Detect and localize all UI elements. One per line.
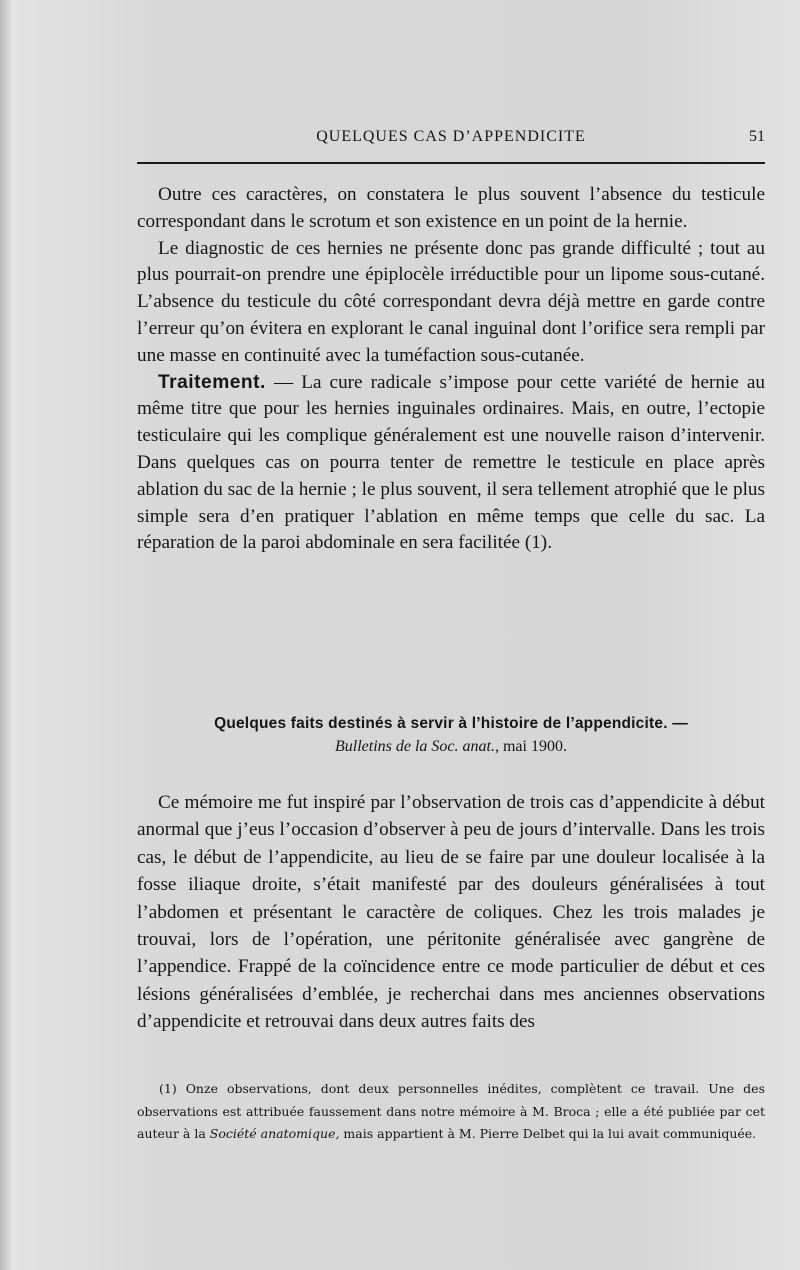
page-edge-shadow bbox=[0, 0, 12, 1270]
footnote-text-start: (1) Onze observations, dont deux personnelles inédites, complètent ce travail. Une des observations est attribuée faussement dans notre mémoire à M. Broca ; elle a été publiée par cet auteur à la bbox=[137, 1081, 765, 1141]
paragraph-traitement bbox=[137, 370, 765, 558]
footnote-text-end: mais appartient à M. Pierre Delbet qui la lui avait communiquée. bbox=[339, 1126, 757, 1141]
traitement-heading: Traitement. bbox=[158, 371, 266, 393]
footnote bbox=[137, 1078, 765, 1146]
section-appendicite-text bbox=[137, 789, 765, 1036]
page-number: 51 bbox=[749, 128, 765, 145]
paragraph: Le diagnostic de ces hernies ne présente donc pas grande difficulté ; tout au plus pourrait-on prendre une épiplocèle irréductible pour un lipome sous-cutané. L’absence du testicule du côté correspondant devra déjà mettre en garde contre l’erreur qu’on évitera en explorant le canal inguinal dont l’orifice sera rempli par une masse en continuité avec la tuméfaction sous-cutanée. bbox=[137, 237, 765, 366]
header-rule bbox=[137, 162, 765, 164]
paragraph: Outre ces caractères, on constatera le plus souvent l’absence du testicule correspondant dans le scrotum et son existence en un point de la hernie. bbox=[137, 184, 765, 232]
section-heading-date: , mai 1900. bbox=[494, 738, 567, 755]
page-header bbox=[137, 128, 765, 152]
footnote-italic: Société anatomique, bbox=[209, 1126, 340, 1141]
footnote-text bbox=[137, 1078, 765, 1146]
section-heading-journal: Bulletins de la Soc. anat. bbox=[335, 738, 495, 755]
section-heading bbox=[137, 712, 765, 758]
paragraph: Ce mémoire me fut inspiré par l’observation de trois cas d’appendicite à début anormal que j’eus l’occasion d’observer à peu de jours d’intervalle. Dans les trois cas, le début de l’appendicite, au lieu de se faire par une douleur localisée à la fosse iliaque droite, s’était manifesté par des douleurs généralisées à tout l’abdomen et présentant le caractère de coliques. Chez les trois malades je trouvai, lors de l’opération, une péritonite généralisée avec gangrène de l’appendice. Frappé de la coïncidence entre ce mode particulier de début et ces lésions généralisées d’emblée, je recherchai dans mes anciennes observations d’appendicite et retrouvai dans deux autres faits des bbox=[137, 792, 765, 1033]
traitement-text: — La cure radicale s’impose pour cette variété de hernie au même titre que pour les hernies inguinales ordinaires. Mais, en outre, l’ectopie testiculaire qui les complique généralement est une nouvelle raison d’intervenir. Dans quelques cas on pourra tenter de remettre le testicule en place après ablation du sac de la hernie ; le plus souvent, il sera tellement atrophié que le plus simple sera d’en pratiquer l’ablation en même temps que celle du sac. La réparation de la paroi abdominale en sera facilitée (1). bbox=[137, 371, 765, 554]
running-title: QUELQUES CAS D’APPENDICITE bbox=[316, 128, 586, 145]
section-heading-title: Quelques faits destinés à servir à l’histoire de l’appendicite. — bbox=[214, 715, 688, 732]
section-hernia-text bbox=[137, 182, 765, 557]
